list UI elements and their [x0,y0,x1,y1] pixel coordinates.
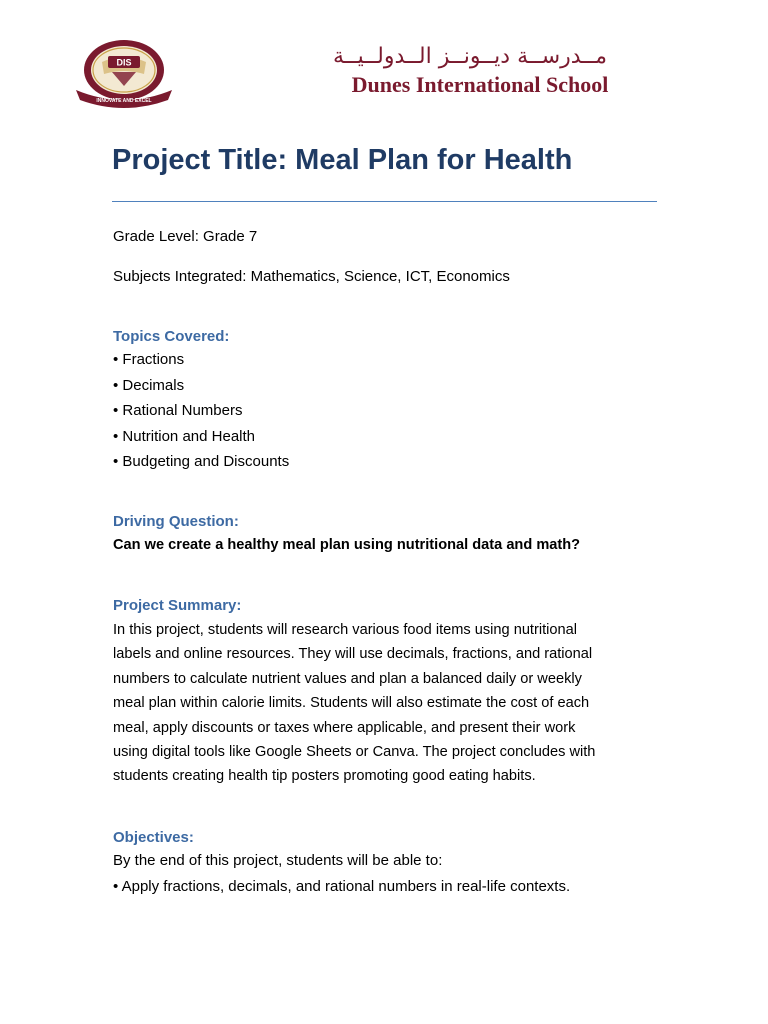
summary-line: meal, apply discounts or taxes where applicable, and present their work [113,719,576,736]
summary-line: using digital tools like Google Sheets or Canva. The project concludes with [113,744,596,761]
title-divider [112,201,657,202]
topics-heading: Topics Covered: [113,328,230,345]
driving-question-heading: Driving Question: [113,513,239,530]
objectives-intro: By the end of this project, students will be able to: [113,852,443,869]
topics-list [113,349,289,477]
logo-ribbon-text: INNOVATE AND EXCEL [96,98,152,104]
list-item: • Decimals [113,375,289,401]
summary-line: labels and online resources. They will use decimals, fractions, and rational [113,646,593,663]
objectives-heading: Objectives: [113,829,194,846]
summary-line: In this project, students will research various food items using nutritional [113,622,577,638]
logo-initials: DIS [116,57,132,68]
project-summary [113,618,658,789]
grade-level: Grade Level: Grade 7 [113,228,258,245]
school-name: Dunes International School [351,72,609,97]
list-item: • Rational Numbers [113,400,289,426]
summary-line: numbers to calculate nutrient values and plan a balanced daily or weekly [113,670,582,687]
list-item: • Fractions [113,349,289,375]
school-name-arabic: مــدرســة ديــونــز الــدولــيــة [332,44,608,69]
list-item: • Nutrition and Health [113,426,289,452]
driving-question: Can we create a healthy meal plan using nutritional data and math? [113,537,581,553]
page-title: Project Title: Meal Plan for Health [112,144,573,176]
subjects-integrated: Subjects Integrated: Mathematics, Science, ICT, Economics [113,268,510,285]
summary-line: students creating health tip posters promoting good eating habits. [113,768,536,785]
objective-item: • Apply fractions, decimals, and rational numbers in real-life contexts. [113,878,570,895]
summary-heading: Project Summary: [113,597,242,614]
list-item: • Budgeting and Discounts [113,451,289,477]
summary-line: meal plan within calorie limits. Students will also estimate the cost of each [113,695,590,712]
school-logo [72,38,176,108]
